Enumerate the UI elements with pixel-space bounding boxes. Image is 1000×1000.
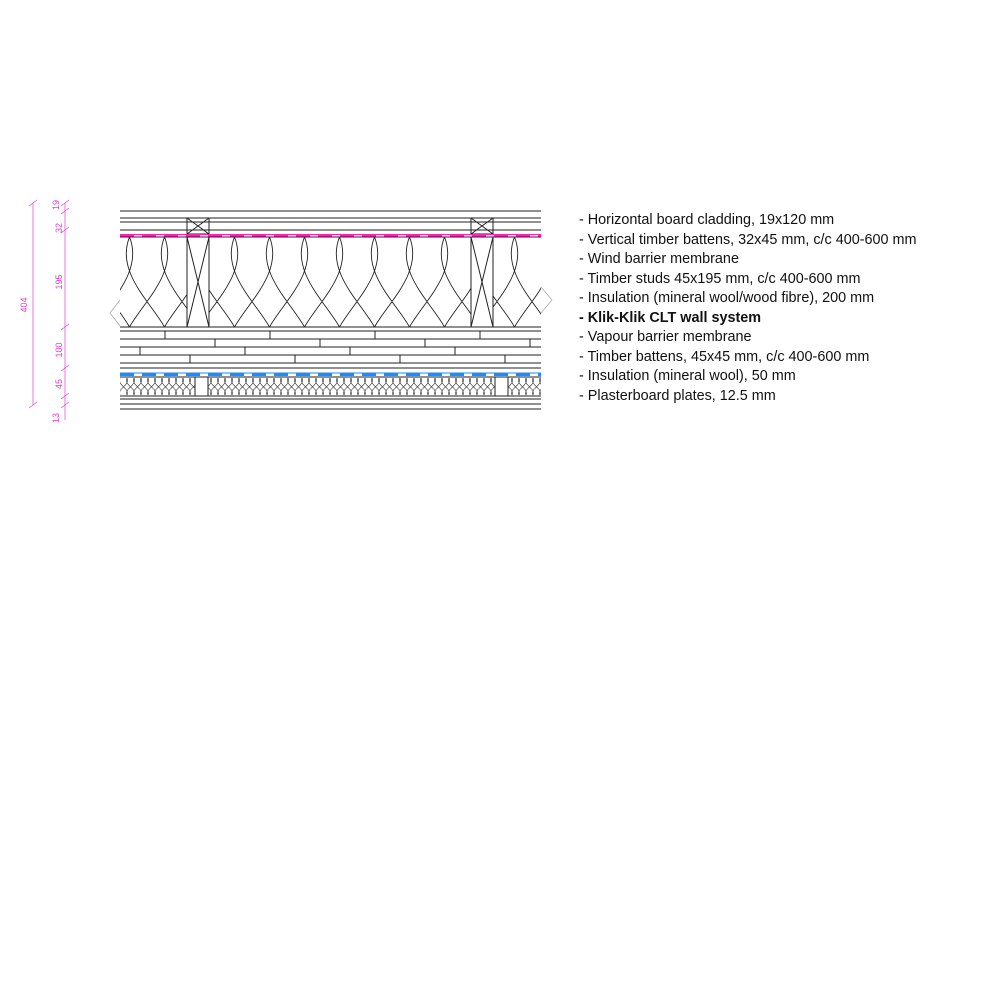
- board-cladding: [120, 211, 541, 222]
- legend-item: - Wind barrier membrane: [579, 251, 739, 267]
- legend-item: - Insulation (mineral wool/wood fibre), 200 mm: [579, 290, 875, 306]
- legend-item: - Timber studs 45x195 mm, c/c 400-600 mm: [579, 270, 861, 287]
- legend-item: - Plasterboard plates, 12.5 mm: [579, 387, 776, 404]
- inner-batten-box: [195, 377, 208, 396]
- insulation-loops: [91, 237, 587, 327]
- dimension-label: 32: [54, 222, 64, 234]
- legend-item: - Timber battens, 45x45 mm, c/c 400-600 mm: [579, 348, 870, 365]
- total-dimension-label: 404: [19, 297, 29, 313]
- inner-batten-box: [495, 377, 508, 396]
- break-line-left: [110, 300, 120, 326]
- legend-item: - Horizontal board cladding, 19x120 mm: [579, 212, 835, 228]
- plasterboard: [120, 399, 541, 409]
- insulation-main: [91, 237, 587, 327]
- insulation-inner: [120, 377, 548, 396]
- timber-studs: [187, 237, 493, 327]
- legend-item: - Vapour barrier membrane: [579, 329, 752, 345]
- dimension-label: 13: [51, 412, 61, 424]
- dimension-chain: [19, 200, 69, 423]
- break-line-right: [541, 287, 552, 313]
- dimension-label: 195: [54, 274, 64, 290]
- clt-wall: [120, 327, 541, 368]
- inner-insulation-loops: [120, 378, 548, 395]
- wall-layers: [91, 211, 587, 409]
- legend-item: - Vertical timber battens, 32x45 mm, c/c 400-600 mm: [579, 231, 917, 248]
- vertical-timber-battens: [120, 218, 541, 234]
- legend-item: - Insulation (mineral wool), 50 mm: [579, 368, 796, 384]
- vapour-barrier-membrane: [120, 373, 541, 375]
- dimension-label: 100: [54, 342, 64, 358]
- legend-item-bold: - Klik-Klik CLT wall system: [579, 309, 762, 326]
- layer-legend: [579, 211, 917, 406]
- wind-barrier-membrane: [120, 235, 541, 236]
- dimension-label: 45: [54, 378, 64, 390]
- dimension-label: 19: [51, 199, 61, 211]
